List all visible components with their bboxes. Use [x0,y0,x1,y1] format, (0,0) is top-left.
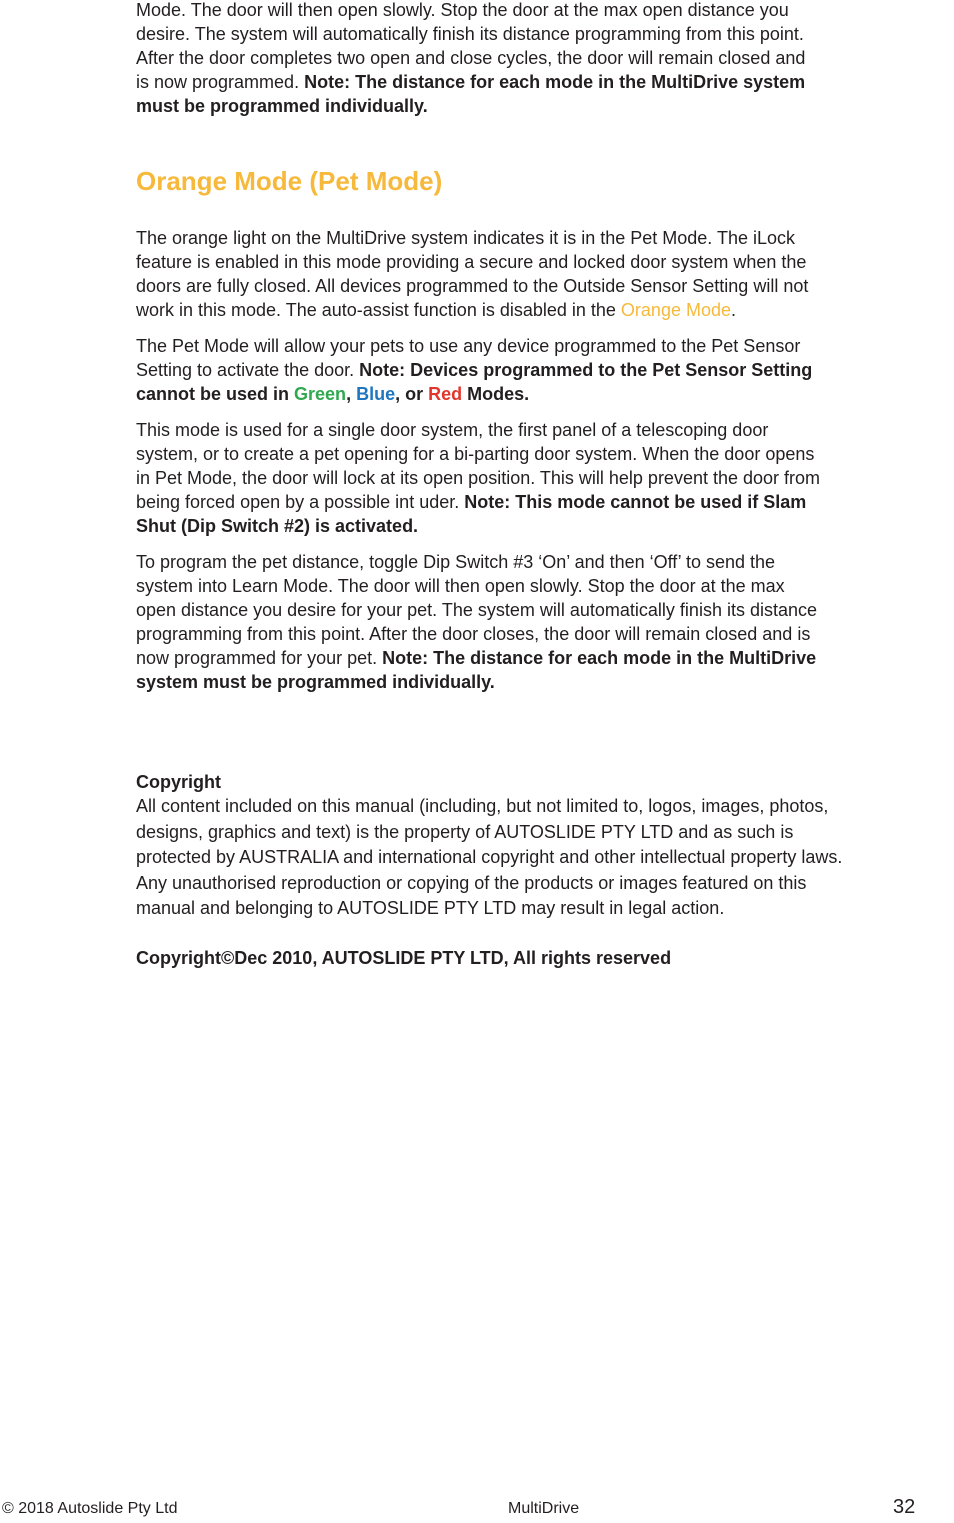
copyright-body: All content included on this manual (including, but not limited to, logos, images, photos, designs, graphics and text) is the property of AUTOSLIDE PTY LTD and as such is protected by AUSTRALIA and international copyright and other intellectual property laws. Any unauthorised reproduction or copying of the products or images featured on this manual and belonging to AUTOSLIDE PTY LTD may result in legal action. [136,796,843,918]
slam-shut-note: Note: This mode cannot be used if Slam Shut (Dip Switch #2) is activated. [136,492,807,536]
footer-company: © 2018 Autoslide Pty Ltd [2,1500,178,1517]
pet-mode-paragraph-1: The orange light on the MultiDrive system indicates it is in the Pet Mode. The iLock feature is enabled in this mode providing a secure and locked door system when the doors are fully closed. All devices programmed to the Outside Sensor Setting will not work in this mode. The auto-assist function is disabled in the Orange Mode. [136,228,809,320]
copyright-title: Copyright [136,772,221,792]
footer-product: MultiDrive [508,1500,580,1517]
section-heading: Orange Mode (Pet Mode) [136,166,443,196]
page-number: 32 [893,1496,916,1518]
blue-mode-text: Blue [356,384,396,404]
distance-note: Note: The distance for each mode in the MultiDrive system must be programmed individually. [136,648,817,692]
pet-mode-paragraph-3: This mode is used for a single door system, the first panel of a telescoping door system, or to create a pet opening for a bi-parting door system. When the door opens in Pet Mode, the door will lock at its open position. This will help prevent the door from being forced open by a possible int uder. Note: This mode cannot be used if Slam Shut (Dip Switch #2) is activated. [136,420,821,536]
pet-mode-paragraph-2: The Pet Mode will allow your pets to use any device programmed to the Pet Sensor Setting to activate the door. Note: Devices programmed to the Pet Sensor Setting cannot be used in Green, Blue, or Red Modes. [136,336,813,404]
intro-note: Note: The distance for each mode in the MultiDrive system must be programmed individually. [136,72,806,116]
red-mode-text: Red [428,384,463,404]
copyright-notice: Copyright©Dec 2010, AUTOSLIDE PTY LTD, All rights reserved [136,947,672,968]
green-mode-text: Green [294,384,347,404]
intro-paragraph: Mode. The door will then open slowly. Stop the door at the max open distance you desire. The system will automatically finish its distance programming from this point. After the door completes two open and close cycles, the door will remain closed and is now programmed. Note: The distance for each mode in the MultiDrive system must be programmed individually. [136,0,806,116]
copyright-block [136,770,954,970]
orange-mode-text: Orange Mode [620,300,731,320]
pet-mode-paragraph-4: To program the pet distance, toggle Dip Switch #3 ‘On’ and then ‘Off’ to send the system into Learn Mode. The door will then open slowly. Stop the door at the max open distance you desire for your pet. The system will automatically finish its distance programming from this point. After the door closes, the door will remain closed and is now programmed for your pet. Note: The distance for each mode in the MultiDrive system must be programmed individually. [136,552,817,692]
